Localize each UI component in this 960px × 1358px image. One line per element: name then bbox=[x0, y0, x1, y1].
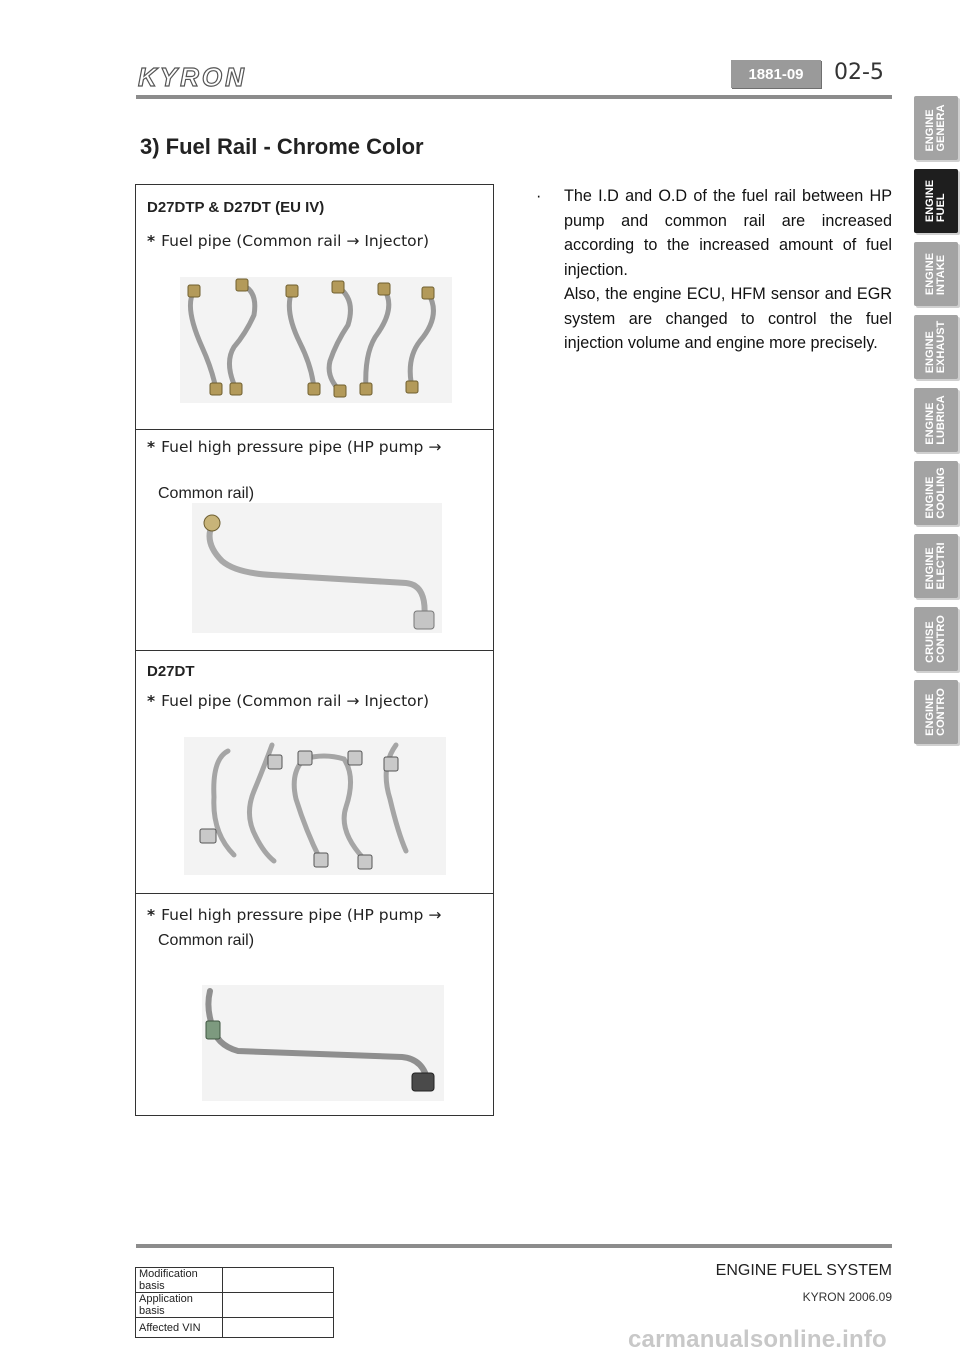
header-rule bbox=[136, 95, 892, 99]
table-row bbox=[136, 1318, 334, 1338]
fuel-pipe-table bbox=[135, 184, 494, 1116]
footer-system-title: ENGINE FUEL SYSTEM bbox=[715, 1262, 892, 1279]
cell1-bullet bbox=[147, 232, 429, 250]
kyron-logo-text: KYRON bbox=[138, 62, 247, 92]
application-basis-label: Application basis bbox=[136, 1293, 223, 1318]
cell4-bullet bbox=[147, 906, 441, 924]
cell3-bullet-text: Fuel pipe (Common rail → Injector) bbox=[161, 692, 430, 710]
bullet-star: * bbox=[147, 692, 156, 710]
bullet-star: * bbox=[147, 906, 156, 924]
description-bullet: · bbox=[536, 187, 542, 205]
tab-label: ENGINE INTAKE bbox=[924, 252, 947, 296]
tab-engine-intake[interactable] bbox=[914, 242, 958, 306]
footer-model-date: KYRON 2006.09 bbox=[802, 1290, 892, 1304]
tab-label: ENGINE CONTRO bbox=[924, 688, 947, 736]
tab-label: ENGINE EXHAUST bbox=[924, 320, 947, 374]
watermark: carmanualsonline.info bbox=[628, 1326, 887, 1353]
hp-pipe-eu4-photo bbox=[192, 503, 442, 633]
page-number: 02-5 bbox=[834, 60, 884, 85]
cell2-continuation: Common rail) bbox=[158, 485, 255, 502]
tab-label: ENGINE GENERA bbox=[924, 104, 947, 152]
cell1-heading: D27DTP & D27DT (EU IV) bbox=[147, 199, 325, 216]
table-row bbox=[136, 1293, 334, 1318]
cell3-heading: D27DT bbox=[147, 663, 195, 680]
cell2-bullet-text: Fuel high pressure pipe (HP pump → bbox=[161, 438, 442, 456]
tab-cruise-control[interactable] bbox=[914, 607, 958, 671]
application-basis-value bbox=[223, 1293, 334, 1318]
tab-label: ENGINE FUEL bbox=[924, 179, 947, 223]
cell-divider-2 bbox=[136, 650, 493, 651]
affected-vin-label: Affected VIN bbox=[136, 1318, 223, 1338]
tab-engine-exhaust[interactable] bbox=[914, 315, 958, 379]
cell3-bullet bbox=[147, 692, 429, 710]
tab-label: CRUISE CONTRO bbox=[924, 615, 947, 663]
tab-engine-lubrication[interactable] bbox=[914, 388, 958, 452]
tab-engine-control[interactable] bbox=[914, 680, 958, 744]
fuel-pipe-eu4-photo bbox=[180, 277, 452, 403]
tab-engine-electrical[interactable] bbox=[914, 534, 958, 598]
table-row bbox=[136, 1268, 334, 1293]
tab-engine-fuel[interactable] bbox=[914, 169, 958, 233]
tab-label: ENGINE LUBRICA bbox=[924, 395, 947, 445]
section-title: 3) Fuel Rail - Chrome Color bbox=[140, 134, 424, 159]
tab-engine-cooling[interactable] bbox=[914, 461, 958, 525]
cell4-continuation: Common rail) bbox=[158, 932, 255, 949]
hp-pipe-d27dt-photo bbox=[202, 985, 444, 1101]
cell4-bullet-text: Fuel high pressure pipe (HP pump → bbox=[161, 906, 442, 924]
cell1-bullet-text: Fuel pipe (Common rail → Injector) bbox=[161, 232, 430, 250]
fuel-rail-description bbox=[536, 184, 892, 356]
cell-divider-1 bbox=[136, 429, 493, 430]
fuel-pipe-d27dt-photo bbox=[184, 737, 446, 875]
bullet-star: * bbox=[147, 232, 156, 250]
tab-label: ENGINE COOLING bbox=[924, 467, 947, 519]
tab-engine-general[interactable] bbox=[914, 96, 958, 160]
bullet-star: * bbox=[147, 438, 156, 456]
section-code-badge: 1881-09 bbox=[731, 60, 821, 88]
kyron-logo bbox=[136, 62, 286, 94]
cell-divider-3 bbox=[136, 893, 493, 894]
modification-table bbox=[135, 1267, 334, 1338]
affected-vin-value bbox=[223, 1318, 334, 1338]
tab-label: ENGINE ELECTRI bbox=[924, 542, 947, 590]
description-para-1: The I.D and O.D of the fuel rail between HP pump and common rail are increased according to the increased amount of fuel injection. bbox=[564, 187, 892, 279]
description-para-2: Also, the engine ECU, HFM sensor and EGR system are changed to control the fuel injection volume and engine more precisely. bbox=[564, 285, 892, 352]
footer-rule bbox=[136, 1244, 892, 1248]
cell2-bullet bbox=[147, 438, 441, 456]
modification-basis-value bbox=[223, 1268, 334, 1293]
modification-basis-label: Modification basis bbox=[136, 1268, 223, 1293]
